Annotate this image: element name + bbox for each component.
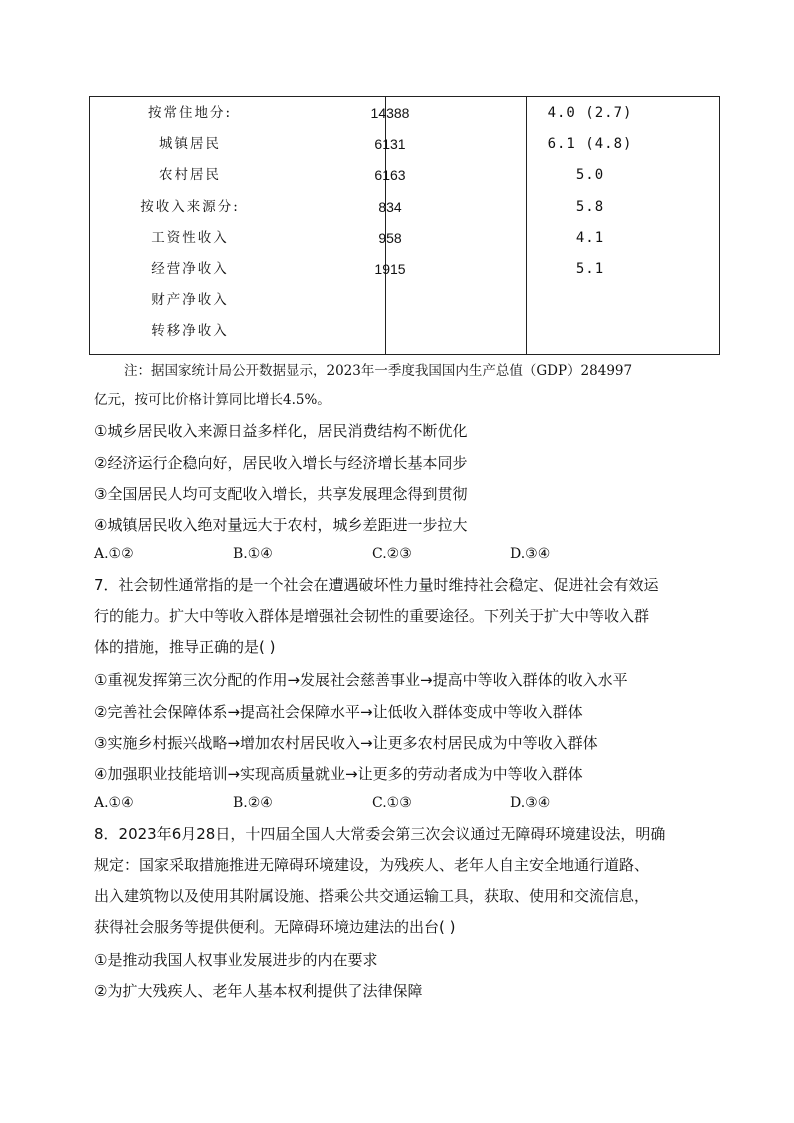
q6-statement-2: ②经济运行企稳向好，居民收入增长与经济增长基本同步 xyxy=(94,454,468,472)
row-value: 958 xyxy=(378,230,402,246)
q7-statement-1: ①重视发挥第三次分配的作用→发展社会慈善事业→提高中等收入群体的收入水平 xyxy=(94,671,628,689)
row-growth xyxy=(465,316,715,347)
table-row xyxy=(90,98,719,129)
table-row xyxy=(90,285,719,316)
q8-stem-line: 规定：国家采取措施推进无障碍环境建设，为残疾人、老年人自主安全地通行道路、 xyxy=(94,856,650,874)
q6-option-b[interactable]: B.①④ xyxy=(233,546,273,562)
table-row xyxy=(90,160,719,191)
row-label: 按常住地分: xyxy=(147,105,233,121)
q7-stem-line: 7．社会韧性通常指的是一个社会在遭遇破坏性力量时维持社会稳定、促进社会有效运 xyxy=(94,576,659,594)
q6-option-a[interactable]: A.①② xyxy=(94,546,134,562)
q7-stem-line: 体的措施，推导正确的是( ) xyxy=(94,638,276,656)
q7-statement-3: ③实施乡村振兴战略→增加农村居民收入→让更多农村居民成为中等收入群体 xyxy=(94,734,598,752)
row-growth: 5.1 xyxy=(575,261,605,277)
row-growth: 6.1 (4.8) xyxy=(547,136,633,152)
row-growth xyxy=(465,285,715,316)
table-row xyxy=(90,316,719,347)
q8-stem-line: 获得社会服务等提供便利。无障碍环境边建法的出台( ) xyxy=(94,918,456,936)
row-growth: 5.8 xyxy=(575,199,605,215)
q7-stem-line: 行的能力。扩大中等收入群体是增强社会韧性的重要途径。下列关于扩大中等收入群 xyxy=(94,607,650,625)
table-row xyxy=(90,223,719,254)
row-growth: 5.0 xyxy=(575,167,605,183)
row-label: 工资性收入 xyxy=(151,230,229,246)
table-row xyxy=(90,192,719,223)
q7-statement-2: ②完善社会保障体系→提高社会保障水平→让低收入群体变成中等收入群体 xyxy=(94,703,583,721)
q7-statement-4: ④加强职业技能培训→实现高质量就业→让更多的劳动者成为中等收入群体 xyxy=(94,765,583,783)
row-value: 14388 xyxy=(370,105,410,121)
row-label: 财产净收入 xyxy=(151,292,229,308)
q8-stem-line: 8．2023年6月28日，十四届全国人大常委会第三次会议通过无障碍环境建设法，明确 xyxy=(94,825,666,843)
q6-statement-4: ④城镇居民收入绝对量远大于农村，城乡差距进一步拉大 xyxy=(94,516,468,534)
row-value: 6131 xyxy=(374,136,406,152)
q8-statement-1: ①是推动我国人权事业发展进步的内在要求 xyxy=(94,951,378,969)
table-note xyxy=(94,357,704,415)
q6-statement-3: ③全国居民人均可支配收入增长，共享发展理念得到贯彻 xyxy=(94,485,468,503)
row-growth: 4.1 xyxy=(575,230,605,246)
q7-option-c[interactable]: C.①③ xyxy=(372,795,412,811)
q7-option-b[interactable]: B.②④ xyxy=(233,795,273,811)
row-label: 城镇居民 xyxy=(159,136,221,152)
q7-stem xyxy=(94,570,704,663)
q8-stem xyxy=(94,819,704,943)
note-line: 注：据国家统计局公开数据显示，2023年一季度我国国内生产总值（GDP）284997 xyxy=(124,363,633,379)
row-label: 经营净收入 xyxy=(151,261,229,277)
q6-option-d[interactable]: D.③④ xyxy=(510,546,551,562)
row-value: 834 xyxy=(378,199,402,215)
row-value: 1915 xyxy=(374,261,406,277)
row-growth: 4.0 (2.7) xyxy=(547,105,633,121)
row-value: 6163 xyxy=(374,167,406,183)
row-value xyxy=(310,285,470,316)
row-label: 农村居民 xyxy=(159,167,221,183)
q6-option-c[interactable]: C.②③ xyxy=(372,546,412,562)
row-value xyxy=(310,316,470,347)
row-label: 按收入来源分: xyxy=(140,199,240,215)
q8-statement-2: ②为扩大残疾人、老年人基本权利提供了法律保障 xyxy=(94,982,423,1000)
table-row xyxy=(90,129,719,160)
note-line: 亿元，按可比价格计算同比增长4.5%。 xyxy=(94,392,331,408)
income-table xyxy=(89,96,720,355)
q6-statement-1: ①城乡居民收入来源日益多样化，居民消费结构不断优化 xyxy=(94,422,468,440)
q8-stem-line: 出入建筑物以及使用其附属设施、搭乘公共交通运输工具，获取、使用和交流信息， xyxy=(94,887,650,905)
q7-option-d[interactable]: D.③④ xyxy=(510,795,551,811)
q7-option-a[interactable]: A.①④ xyxy=(94,795,134,811)
table-row xyxy=(90,254,719,285)
row-label: 转移净收入 xyxy=(151,323,229,339)
